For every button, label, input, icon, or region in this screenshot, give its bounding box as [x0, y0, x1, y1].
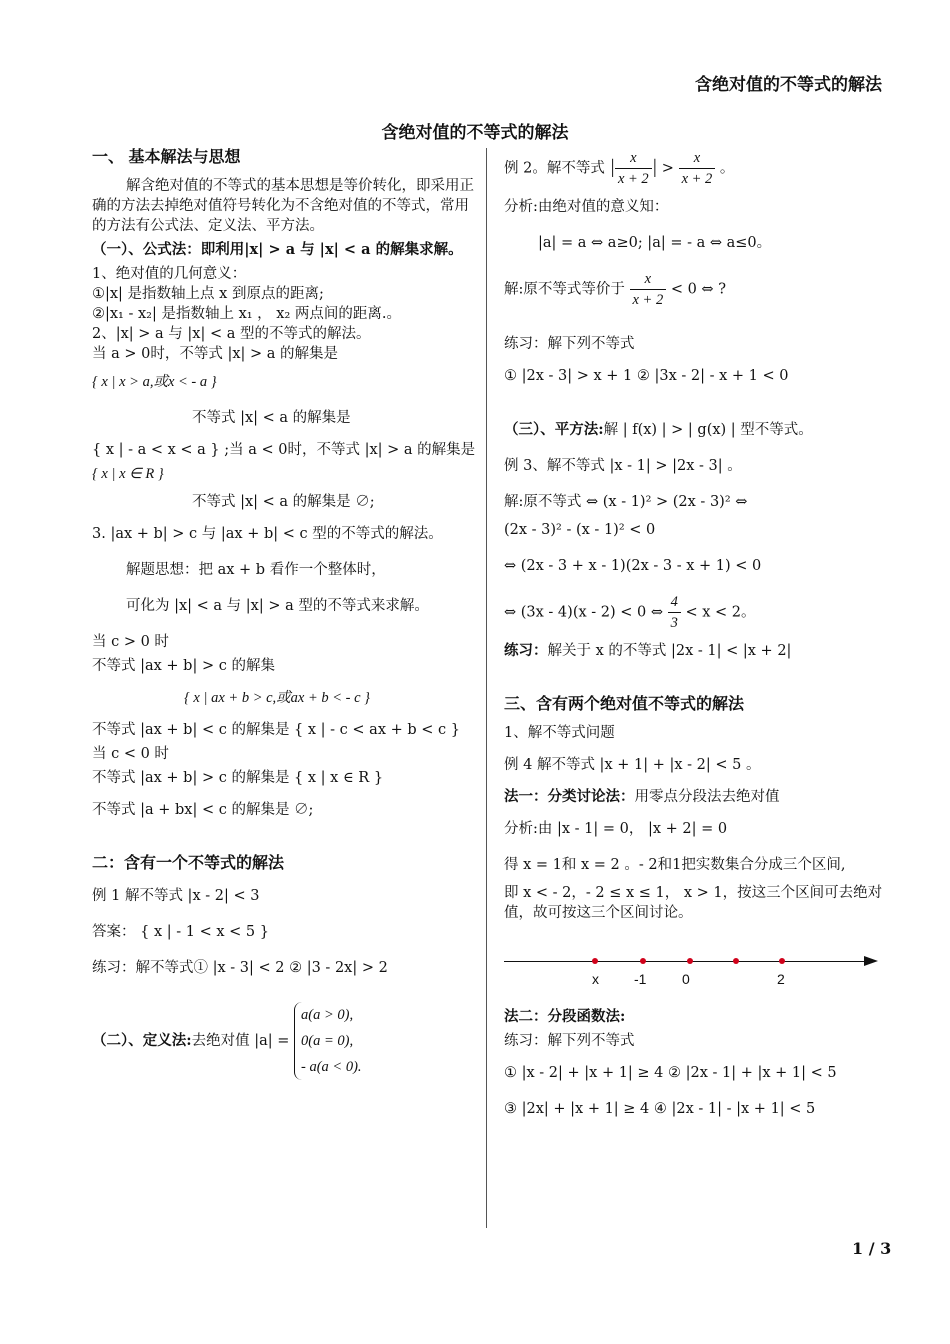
example-2-solution: [504, 269, 894, 310]
practice-3: [504, 641, 894, 661]
example-2-prefix: 例 2。解不等式: [504, 160, 605, 177]
solution-set-1: { x | x > a,或x < - a }: [92, 374, 217, 390]
example-2-abs-meaning: |a| = a ⇔ a≥0; |a| = - a ⇔ a≤0。: [538, 235, 772, 251]
number-line-axis: [504, 961, 866, 962]
example-3-step-3: ⇔ (2x - 3 + x - 1)(2x - 3 - x + 1) < 0: [504, 558, 762, 574]
example-2-fraction-right: $\frac{x}{x + 2}$: [679, 148, 716, 189]
example-2-solution-prefix: 解:原不等式等价于: [504, 281, 625, 298]
example-2: 例 2。解不等式 | $\frac{x}{x + 2}$ | > $\frac{x}{x + 2}$ 。: [504, 150, 735, 187]
case-a-positive-2: 不等式 |x| < a 的解集是: [192, 410, 351, 426]
number-line-point: [640, 958, 646, 964]
idea-line-2: 可化为 |x| < a 与 |x| > a 型的不等式来求解。: [126, 598, 429, 614]
answer-1: 答案： { x | - 1 < x < 5 }: [92, 924, 269, 940]
example-3-step-4-prefix: ⇔ (3x - 4)(x - 2) < 0 ⇔: [504, 604, 664, 621]
page-number: 1 / 3: [852, 1239, 892, 1258]
example-2-solution-suffix: < 0 ⇔ ?: [670, 281, 726, 298]
definition-method: [92, 1002, 480, 1080]
c-positive-set-1: { x | ax + b > c,或ax + b < - c }: [184, 690, 370, 706]
geometric-meaning-title: 1、绝对值的几何意义：: [92, 266, 247, 282]
example-3-step-4: [504, 592, 894, 633]
example-4-para-1: 得 x = 1和 x = 2 。- 2和1把实数集合分成三个区间,: [504, 857, 846, 873]
practice-4-row-2: ③ |2x| + |x + 1| ≥ 4 ④ |2x - 1| - |x + 1| < 5: [504, 1101, 816, 1117]
practice-1: 练习：解不等式① |x - 3| < 2 ② |3 - 2x| > 2: [92, 960, 388, 976]
example-3: 例 3、解不等式 |x - 1| > |2x - 3| 。: [504, 458, 742, 474]
method-1-label: 法一：分类讨论法：: [504, 788, 635, 805]
case-zero: 0(a = 0),: [301, 1033, 354, 1049]
geometric-meaning-1: ①|x| 是指数轴上点 x 到原点的距离;: [92, 286, 324, 302]
c-negative-line-2: 不等式 |a + bx| < c 的解集是 ∅;: [92, 802, 314, 818]
practice-4-row-1: ① |x - 2| + |x + 1| ≥ 4 ② |2x - 1| + |x + 1| < 5: [504, 1065, 837, 1081]
column-divider: [486, 148, 487, 1228]
definition-method-text: 去绝对值 |a| =: [191, 1033, 290, 1049]
method-1-text: 用零点分段法去绝对值: [634, 789, 780, 805]
square-method-label: （三）、平方法:: [504, 421, 604, 438]
solution-set-2-line: { x | - a < x < a } ;当 a < 0时，不等式 |x| > a 的解集是: [92, 442, 476, 458]
section-1-heading: 一、 基本解法与思想: [92, 149, 241, 166]
case-negative: - a(a < 0).: [301, 1059, 362, 1075]
example-2-analysis: 分析:由绝对值的意义知：: [504, 199, 669, 215]
example-2-solution-fraction: $\frac{x}{x + 2}$: [630, 269, 667, 310]
definition-method-label: （二）、定义法:: [92, 1032, 192, 1049]
formula-method-heading: （一）、公式法：即利用|x| > a 与 |x| < a 的解集求解。: [92, 241, 463, 258]
square-method-text: 解 | f(x) | > | g(x) | 型不等式。: [603, 422, 813, 438]
section-2-heading: 二：含有一个不等式的解法: [92, 855, 285, 872]
case-a-positive: 当 a > 0时，不等式 |x| > a 的解集是: [92, 346, 339, 362]
subsection-1: 1、解不等式问题: [504, 725, 615, 741]
example-3-step-4-suffix: < x < 2。: [685, 604, 756, 621]
number-line-label: 2: [777, 971, 785, 987]
number-line-label: -1: [634, 971, 647, 987]
number-line-point: [779, 958, 785, 964]
empty-set-line: 不等式 |x| < a 的解集是 ∅;: [192, 494, 375, 510]
practice-2-items: ① |2x - 3| > x + 1 ② |3x - 2| - x + 1 < 0: [504, 368, 789, 384]
c-positive-line-2: 不等式 |ax + b| < c 的解集是 { x | - c < ax + b < c }: [92, 722, 460, 738]
c-negative-heading: 当 c < 0 时: [92, 746, 169, 762]
method-1: [504, 787, 894, 807]
practice-3-text: 解关于 x 的不等式 |2x - 1| < |x + 2|: [547, 643, 792, 659]
practice-4-title: 练习：解下列不等式: [504, 1033, 635, 1049]
case-positive: a(a > 0),: [301, 1007, 354, 1023]
running-header: 含绝对值的不等式的解法: [695, 75, 882, 95]
document-title: 含绝对值的不等式的解法: [381, 123, 569, 143]
c-positive-heading: 当 c > 0 时: [92, 634, 169, 650]
c-negative-line-1: 不等式 |ax + b| > c 的解集是 { x | x ∈ R }: [92, 770, 384, 786]
example-2-suffix: 。: [719, 160, 735, 177]
intro-paragraph: 解含绝对值的不等式的基本思想是等价转化，即采用正确的方法去掉绝对值符号转化为不含绝对值的不等式，常用的方法有公式法、定义法、平方法。: [92, 178, 474, 234]
type-3-title: 3. |ax + b| > c 与 |ax + b| < c 型的不等式的解法。: [92, 526, 443, 542]
idea-line-1: 解题思想：把 ax + b 看作一个整体时，: [126, 562, 386, 578]
right-column: [504, 148, 894, 1119]
example-4: 例 4 解不等式 |x + 1| + |x - 2| < 5 。: [504, 757, 761, 773]
example-4-para-2: 即 x < - 2，- 2 ≤ x ≤ 1， x > 1，按这三个区间可去绝对值，故可按这三个区间讨论。: [504, 885, 883, 921]
arrow-right-icon: [864, 956, 878, 966]
four-thirds-fraction: $\frac{4}{3}$: [668, 592, 681, 633]
example-2-gt: >: [661, 160, 674, 177]
practice-2-title: 练习：解下列不等式: [504, 336, 635, 352]
number-line-label: 0: [682, 971, 690, 987]
number-line-point: [687, 958, 693, 964]
method-2-label: 法二：分段函数法:: [504, 1008, 626, 1025]
absolute-value-cases: [294, 1002, 362, 1080]
number-line: [504, 953, 894, 1001]
example-4-analysis: 分析:由 |x - 1| = 0， |x + 2| = 0: [504, 821, 728, 837]
left-column: [92, 148, 480, 1080]
section-3-heading: 三、含有两个绝对值不等式的解法: [504, 696, 745, 713]
example-1: 例 1 解不等式 |x - 2| < 3: [92, 888, 260, 904]
example-2-fraction-left: $\frac{x}{x + 2}$: [615, 148, 652, 189]
example-3-step-2: (2x - 3)² - (x - 1)² < 0: [504, 522, 656, 538]
number-line-point: [733, 958, 739, 964]
square-method: [504, 420, 894, 440]
number-line-label: x: [592, 971, 599, 987]
number-line-point: [592, 958, 598, 964]
c-positive-line-1: 不等式 |ax + b| > c 的解集: [92, 658, 275, 674]
geometric-meaning-2: ②|x₁ - x₂| 是指数轴上 x₁ ， x₂ 两点间的距离.。: [92, 306, 402, 322]
example-3-step-1: 解:原不等式 ⇔ (x - 1)² > (2x - 3)² ⇔: [504, 494, 748, 510]
practice-3-label: 练习：: [504, 642, 548, 659]
solution-set-3: { x | x ∈ R }: [92, 466, 164, 482]
type-2-title: 2、|x| > a 与 |x| < a 型的不等式的解法。: [92, 326, 371, 342]
